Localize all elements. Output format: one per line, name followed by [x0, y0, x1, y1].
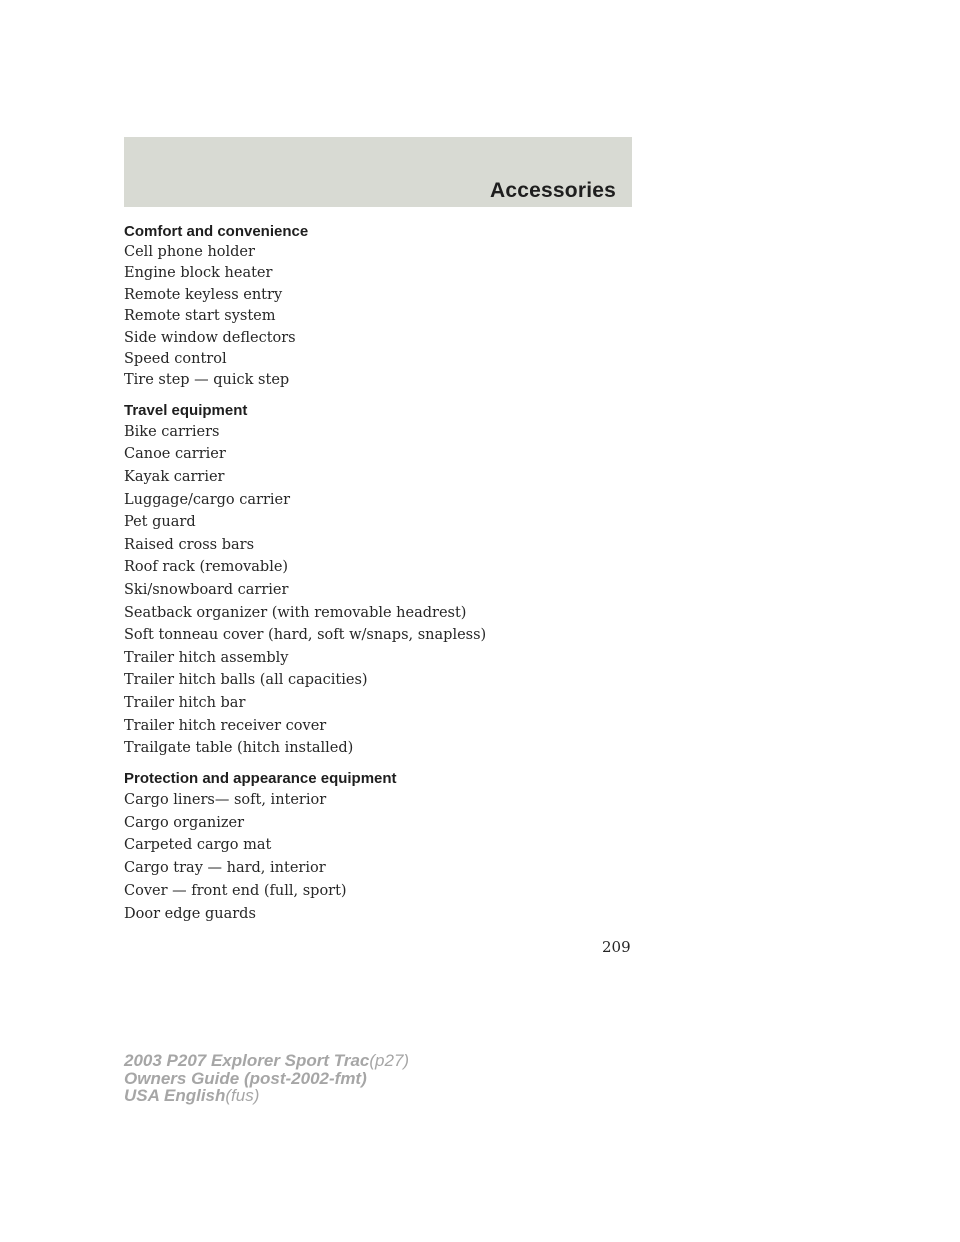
footer-language-code: (fus) — [225, 1086, 260, 1105]
list-item: Cover — front end (full, sport) — [124, 882, 347, 899]
list-item: Trailer hitch balls (all capacities) — [124, 672, 368, 689]
footer-line-guide — [124, 1070, 409, 1088]
section-heading: Protection and appearance equipment — [124, 769, 397, 787]
list-item: Remote start system — [124, 308, 276, 325]
list-item: Soft tonneau cover (hard, soft w/snaps, snapless) — [124, 627, 487, 644]
list-item: Trailer hitch assembly — [124, 649, 289, 666]
list-item: Trailgate table (hitch installed) — [124, 740, 354, 757]
list-item: Ski/snowboard carrier — [124, 582, 289, 598]
list-item: Remote keyless entry — [124, 286, 283, 303]
list-item: Bike carriers — [124, 423, 220, 440]
section-heading: Travel equipment — [124, 401, 248, 419]
list-item: Engine block heater — [124, 265, 273, 282]
list-item: Kayak carrier — [124, 469, 225, 486]
accessories-list — [124, 220, 634, 926]
section-comfort-and-convenience — [124, 220, 634, 392]
list-item: Seatback organizer (with removable headrest) — [124, 604, 467, 621]
list-item: Pet guard — [124, 514, 196, 531]
list-item: Canoe carrier — [124, 446, 226, 463]
list-item: Door edge guards — [124, 905, 256, 922]
list-item: Cargo organizer — [124, 814, 245, 831]
list-item: Raised cross bars — [124, 536, 255, 553]
footer-line-vehicle — [124, 1052, 409, 1070]
list-item: Speed control — [124, 351, 227, 368]
document-footer — [124, 1052, 409, 1105]
list-item: Cargo liners— soft, interior — [124, 791, 327, 808]
list-item: Side window deflectors — [124, 329, 296, 346]
item-list — [124, 789, 634, 926]
section-title: Accessories — [490, 179, 616, 202]
section-header-band — [124, 137, 632, 207]
list-item: Trailer hitch bar — [124, 694, 246, 711]
list-item: Tire step — quick step — [124, 372, 290, 389]
list-item: Carpeted cargo mat — [124, 837, 272, 854]
footer-guide: Owners Guide (post-2002-fmt) — [124, 1068, 367, 1088]
list-item: Roof rack (removable) — [124, 559, 289, 576]
list-item: Cargo tray — hard, interior — [124, 860, 326, 877]
list-item: Luggage/cargo carrier — [124, 491, 291, 508]
item-list — [124, 242, 634, 392]
footer-vehicle: 2003 P207 Explorer Sport Trac — [124, 1051, 370, 1070]
footer-line-language — [124, 1087, 409, 1105]
item-list — [124, 421, 634, 760]
footer-vehicle-code: (p27) — [369, 1051, 410, 1070]
footer-language: USA English — [124, 1086, 226, 1105]
section-heading: Comfort and convenience — [124, 223, 309, 240]
list-item: Cell phone holder — [124, 244, 255, 260]
section-travel-equipment — [124, 399, 634, 760]
page-number: 209 — [602, 938, 631, 956]
section-protection-and-appearance — [124, 767, 634, 926]
list-item: Trailer hitch receiver cover — [124, 717, 327, 734]
